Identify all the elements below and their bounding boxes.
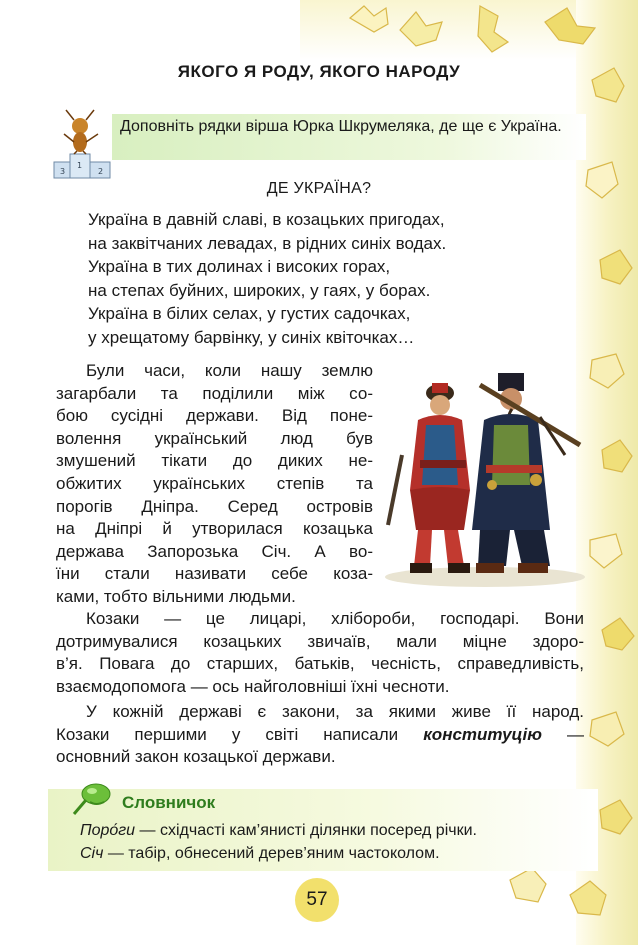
text-line: дотримувалися козацьких звичаїв, мали міцне здоро-	[56, 631, 584, 651]
glossary-definition: — табір, обнесений дерев’яним частоколом.	[103, 845, 440, 862]
glossary-definition: — східчасті кам’янисті ділянки посеред річки.	[135, 822, 477, 839]
poem	[88, 208, 568, 349]
paragraph-constitution	[56, 701, 584, 769]
pushpin-icon	[70, 782, 114, 816]
ant-on-podium-icon	[52, 108, 116, 180]
text-line: основний закон козацької держави.	[56, 747, 336, 767]
text-line: взаємодопомога — ось найголовніші їхні чесноти.	[56, 676, 450, 696]
text-line: Козаки — це лицарі, хлібороби, господарі. Вони	[86, 609, 584, 628]
text-line: на Дніпрі й утворилася козацька	[56, 519, 373, 539]
text-line	[56, 724, 584, 747]
text-line: Були часи, коли нашу землю	[86, 361, 373, 380]
text-line: в’я. Повага до старших, батьків, чесність, справедливість,	[56, 654, 584, 674]
text-line: їни стали називати себе коза-	[56, 564, 373, 584]
text-line: загарбали та поділили між со-	[56, 383, 373, 403]
text-line: порогів Дніпра. Серед островів	[56, 496, 373, 516]
text-line: волення український люд був	[56, 428, 373, 448]
svg-text:2: 2	[98, 167, 104, 176]
text-line: змушений тікати до диких не-	[56, 451, 373, 471]
svg-text:3: 3	[60, 167, 66, 176]
text-fragment: Козаки першими у світі написали	[56, 724, 424, 744]
glossary-entry	[80, 845, 440, 863]
page-number: 57	[295, 878, 339, 922]
poem-line: Україна в тих долинах і високих горах,	[88, 257, 391, 276]
text-line: бою сусідні держави. Від поне-	[56, 406, 373, 426]
svg-text:1: 1	[77, 161, 83, 170]
task-text: Доповніть рядки вірша Юрка Шкрумеляка, де ще є Україна.	[120, 118, 562, 135]
text-line: обжитих українських степів та	[56, 473, 373, 493]
text-line: У кожній державі є закони, за якими живе її народ.	[86, 702, 584, 721]
poem-title: ДЕ УКРАЇНА?	[266, 180, 372, 197]
poem-line: на заквітчаних левадах, в рідних синіх водах.	[88, 233, 447, 253]
text-line: ками, тобто вільними людьми.	[56, 586, 296, 606]
poem-line: Україна в давній славі, в козацьких пригодах,	[88, 210, 445, 229]
glossary-term: Січ	[80, 845, 104, 862]
poem-line: у хрещатому барвінку, у синіх квіточках…	[88, 327, 415, 347]
paragraph-cossack-virtues	[56, 608, 584, 698]
glossary-entry	[80, 822, 477, 840]
text-fragment: —	[541, 724, 584, 744]
glossary-title: Словничок	[122, 793, 216, 812]
paragraph-history	[56, 360, 373, 609]
poem-line: на степах буйних, широких, у гаях, у борах.	[88, 280, 431, 300]
text-line: держава Запорозька Січ. А во-	[56, 541, 373, 561]
emphasis-constitution: конституцію	[423, 724, 542, 744]
cossacks-illustration	[380, 365, 590, 590]
poem-line: Україна в білих селах, у густих садочках,	[88, 304, 411, 323]
page-title: ЯКОГО Я РОДУ, ЯКОГО НАРОДУ	[177, 62, 461, 81]
glossary-term: Поро́ги	[80, 822, 136, 839]
